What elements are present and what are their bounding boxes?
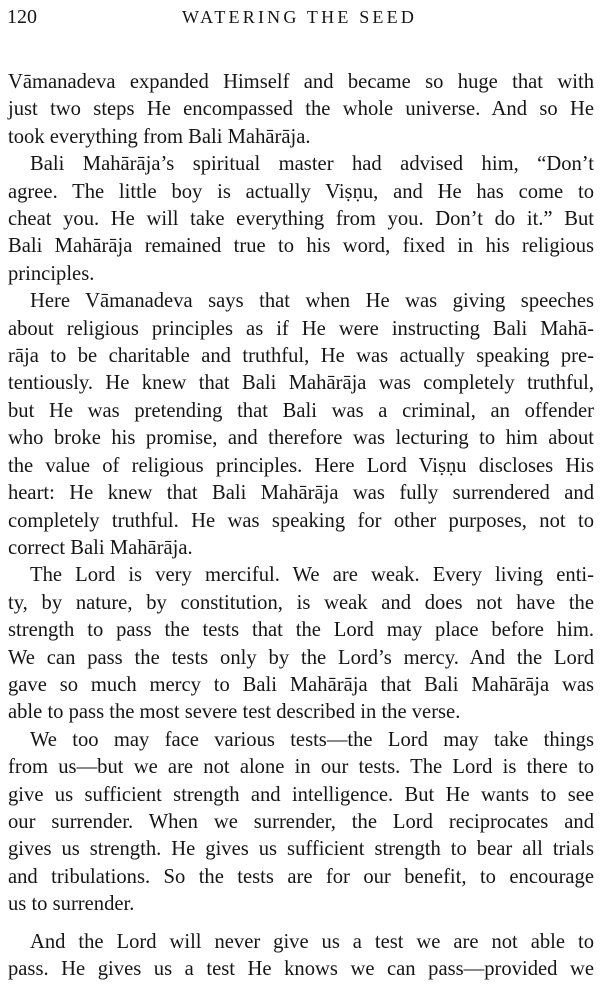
paragraph-gap bbox=[8, 919, 594, 929]
text-line: able to pass the most severe test described in the verse. bbox=[8, 701, 461, 724]
page-number: 120 bbox=[7, 6, 37, 28]
text-line: strength to pass the tests that the Lord may place before him. bbox=[8, 619, 594, 642]
text-line: pass. He gives us a test He knows we can pass—provided we bbox=[8, 958, 594, 980]
text-line: took everything from Bali Mahārāja. bbox=[8, 125, 311, 148]
text-line: gave so much mercy to Bali Mahārāja that Bali Mahārāja was bbox=[8, 673, 594, 696]
text-line: gives us strength. He gives us sufficient strength to bear all trials bbox=[8, 838, 594, 861]
text-line: Vāmanadeva expanded Himself and became so huge that with bbox=[8, 71, 594, 93]
text-line: tentiously. He knew that Bali Mahārāja was completely truthful, bbox=[8, 372, 594, 395]
text-line: We can pass the tests only by the Lord’s mercy. And the Lord bbox=[8, 646, 594, 669]
text-line: but He was pretending that Bali was a criminal, an offender bbox=[8, 399, 594, 422]
text-line: agree. The little boy is actually Viṣṇu, and He has come to bbox=[8, 180, 594, 203]
text-line: Here Vāmanadeva says that when He was giving speeches bbox=[30, 290, 594, 313]
text-line: who broke his promise, and therefore was lecturing to him about bbox=[8, 427, 594, 450]
paragraph bbox=[8, 929, 594, 984]
text-line: completely truthful. He was speaking for other purposes, not to bbox=[8, 509, 594, 532]
text-line: just two steps He encompassed the whole universe. And so He bbox=[8, 98, 594, 121]
text-line: cheat you. He will take everything from you. Don’t do it.” But bbox=[8, 208, 594, 231]
paragraph bbox=[8, 288, 594, 562]
text-line: ty, by nature, by constitution, is weak and does not have the bbox=[8, 591, 594, 614]
paragraph bbox=[8, 151, 594, 288]
paragraph bbox=[8, 727, 594, 919]
text-line: and tribulations. So the tests are for our benefit, to encourage bbox=[8, 865, 594, 888]
text-line: the value of religious principles. Here Lord Viṣṇu discloses His bbox=[8, 454, 594, 477]
text-line: rāja to be charitable and truthful, He was actually speaking pre- bbox=[8, 345, 594, 368]
text-line: principles. bbox=[8, 262, 95, 285]
text-line: us to surrender. bbox=[8, 893, 135, 916]
text-line: our surrender. When we surrender, the Lord reciprocates and bbox=[8, 810, 594, 833]
text-line: heart: He knew that Bali Mahārāja was fully surrendered and bbox=[8, 482, 594, 505]
text-line: from us—but we are not alone in our tests. The Lord is there to bbox=[8, 756, 594, 779]
text-line: give us sufficient strength and intelligence. But He wants to see bbox=[8, 783, 594, 806]
text-line: The Lord is very merciful. We are weak. Every living enti- bbox=[30, 564, 594, 587]
text-line: about religious principles as if He were instructing Bali Mahā- bbox=[8, 317, 594, 340]
page-header bbox=[7, 4, 592, 30]
text-line: We too may face various tests—the Lord may take things bbox=[30, 728, 594, 751]
text-line: And the Lord will never give us a test we are not able to bbox=[30, 930, 594, 953]
text-line: correct Bali Mahārāja. bbox=[8, 536, 193, 559]
paragraph bbox=[8, 69, 594, 151]
running-title: WATERING THE SEED bbox=[181, 7, 418, 27]
text-line: Bali Mahārāja remained true to his word, fixed in his religious bbox=[8, 235, 594, 258]
body-text bbox=[8, 69, 594, 983]
paragraph bbox=[8, 562, 594, 726]
text-line: Bali Mahārāja’s spiritual master had advised him, “Don’t bbox=[30, 153, 594, 176]
